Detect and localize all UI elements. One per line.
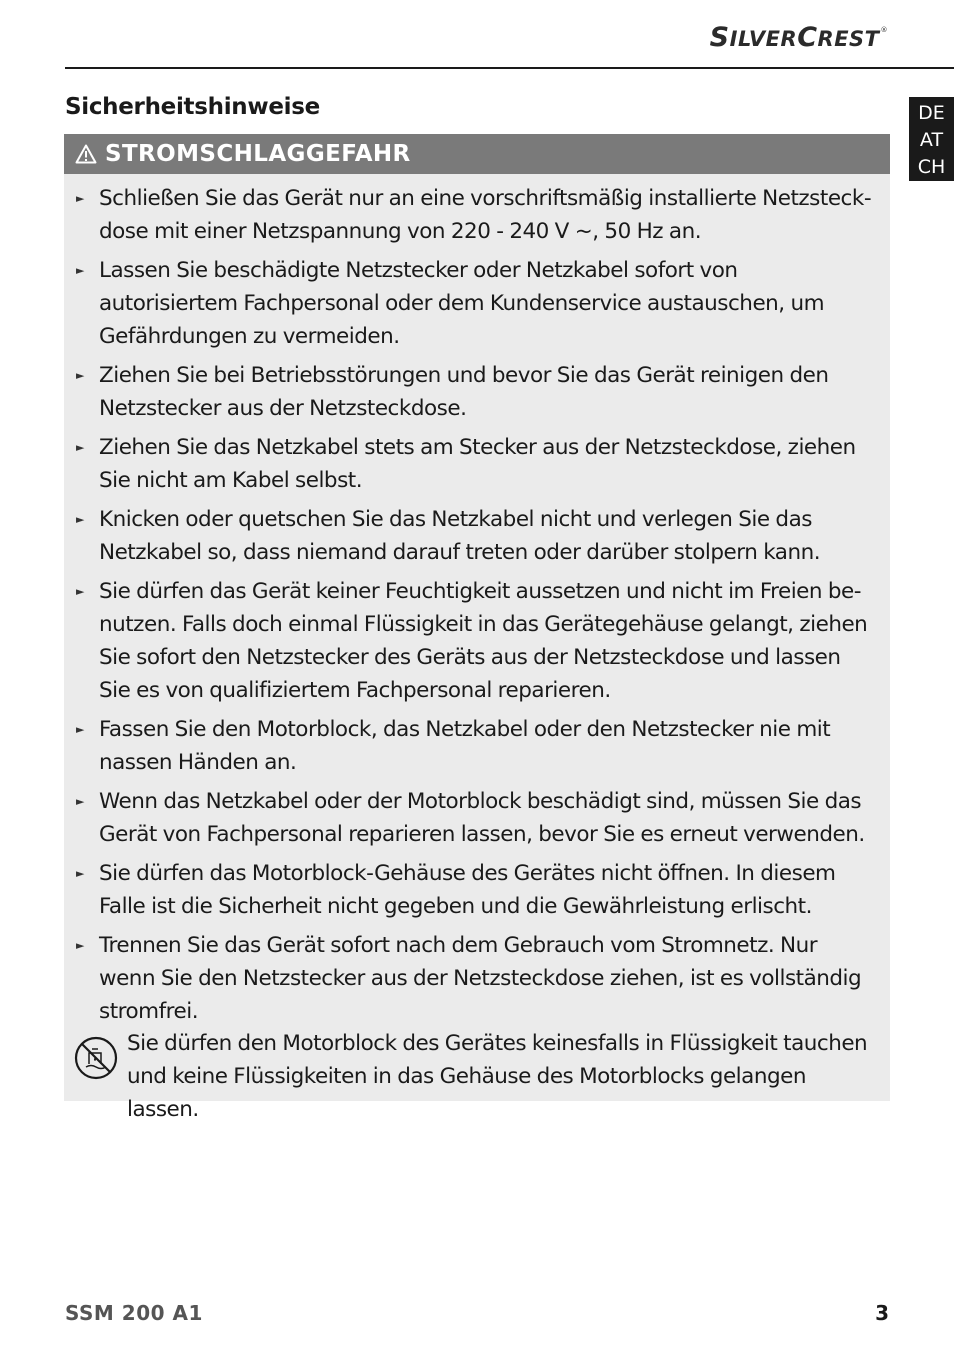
bullet-arrow-icon: ► [76, 369, 84, 382]
brand-logo: SILVERCREST® [709, 22, 888, 53]
warning-title: STROMSCHLAGGEFAHR [105, 141, 411, 167]
list-item: ► Lassen Sie beschädigte Netzstecker oder Netzkabel sofort von autorisiertem Fachpersonal oder dem Kundenservice austauschen, um Gefährdungen zu vermeiden. [76, 254, 876, 353]
list-item: ► Fassen Sie den Motorblock, das Netzkabel oder den Netzstecker nie mit nassen Händen an. [76, 713, 876, 779]
immersion-note [74, 1027, 880, 1126]
note-text: Sie dürfen den Motorblock des Gerätes keinesfalls in Flüssigkeit tauchen und keine Flüssigkeiten in das Gehäuse des Motorblocks gelangen lassen. [127, 1031, 868, 1122]
header-divider [65, 67, 954, 69]
list-item: ► Schließen Sie das Gerät nur an eine vorschriftsmäßig installierte Netzsteck-dose mit einer Netzspannung von 220 - 240 V ~, 50 Hz an. [76, 182, 876, 248]
warning-panel [64, 134, 890, 1122]
lang-ch: CH [917, 156, 946, 178]
lang-de: DE [918, 102, 945, 124]
warning-triangle-icon [75, 144, 97, 164]
bullet-arrow-icon: ► [76, 192, 84, 205]
bullet-arrow-icon: ► [76, 939, 84, 952]
list-item: ► Sie dürfen das Gerät keiner Feuchtigkeit aussetzen und nicht im Freien be-nutzen. Falls doch einmal Flüssigkeit in das Gerätegehäuse gelangt, ziehen Sie sofort den Netzstecker des Geräts aus der Netzsteckdose und lassen Sie es von qualifiziertem Fachpersonal reparieren. [76, 575, 876, 707]
bullet-arrow-icon: ► [76, 513, 84, 526]
no-immersion-icon [74, 1036, 118, 1080]
list-item: ► Trennen Sie das Gerät sofort nach dem Gebrauch vom Stromnetz. Nur wenn Sie den Netzstecker aus der Netzsteckdose ziehen, ist es vollständig stromfrei. [76, 929, 876, 1028]
bullet-arrow-icon: ► [76, 441, 84, 454]
warning-header [64, 134, 890, 174]
lang-at: AT [919, 129, 944, 151]
warning-list [64, 174, 890, 1028]
model-number: SSM 200 A1 [65, 1301, 203, 1325]
bullet-arrow-icon: ► [76, 723, 84, 736]
bullet-arrow-icon: ► [76, 795, 84, 808]
list-item: ► Ziehen Sie das Netzkabel stets am Stecker aus der Netzsteckdose, ziehen Sie nicht am Kabel selbst. [76, 431, 876, 497]
language-tab [909, 97, 954, 181]
page-number: 3 [875, 1301, 889, 1325]
list-item: ► Wenn das Netzkabel oder der Motorblock beschädigt sind, müssen Sie das Gerät von Fachpersonal reparieren lassen, bevor Sie es erneut verwenden. [76, 785, 876, 851]
list-item: ► Sie dürfen das Motorblock-Gehäuse des Gerätes nicht öffnen. In diesem Falle ist die Sicherheit nicht gegeben und die Gewährleistung erlischt. [76, 857, 876, 923]
list-item: ► Knicken oder quetschen Sie das Netzkabel nicht und verlegen Sie das Netzkabel so, dass niemand darauf treten oder darüber stolpern kann. [76, 503, 876, 569]
list-item: ► Ziehen Sie bei Betriebsstörungen und bevor Sie das Gerät reinigen den Netzstecker aus der Netzsteckdose. [76, 359, 876, 425]
bullet-arrow-icon: ► [76, 585, 84, 598]
bullet-arrow-icon: ► [76, 867, 84, 880]
bullet-arrow-icon: ► [76, 264, 84, 277]
section-title: Sicherheitshinweise [65, 94, 320, 120]
